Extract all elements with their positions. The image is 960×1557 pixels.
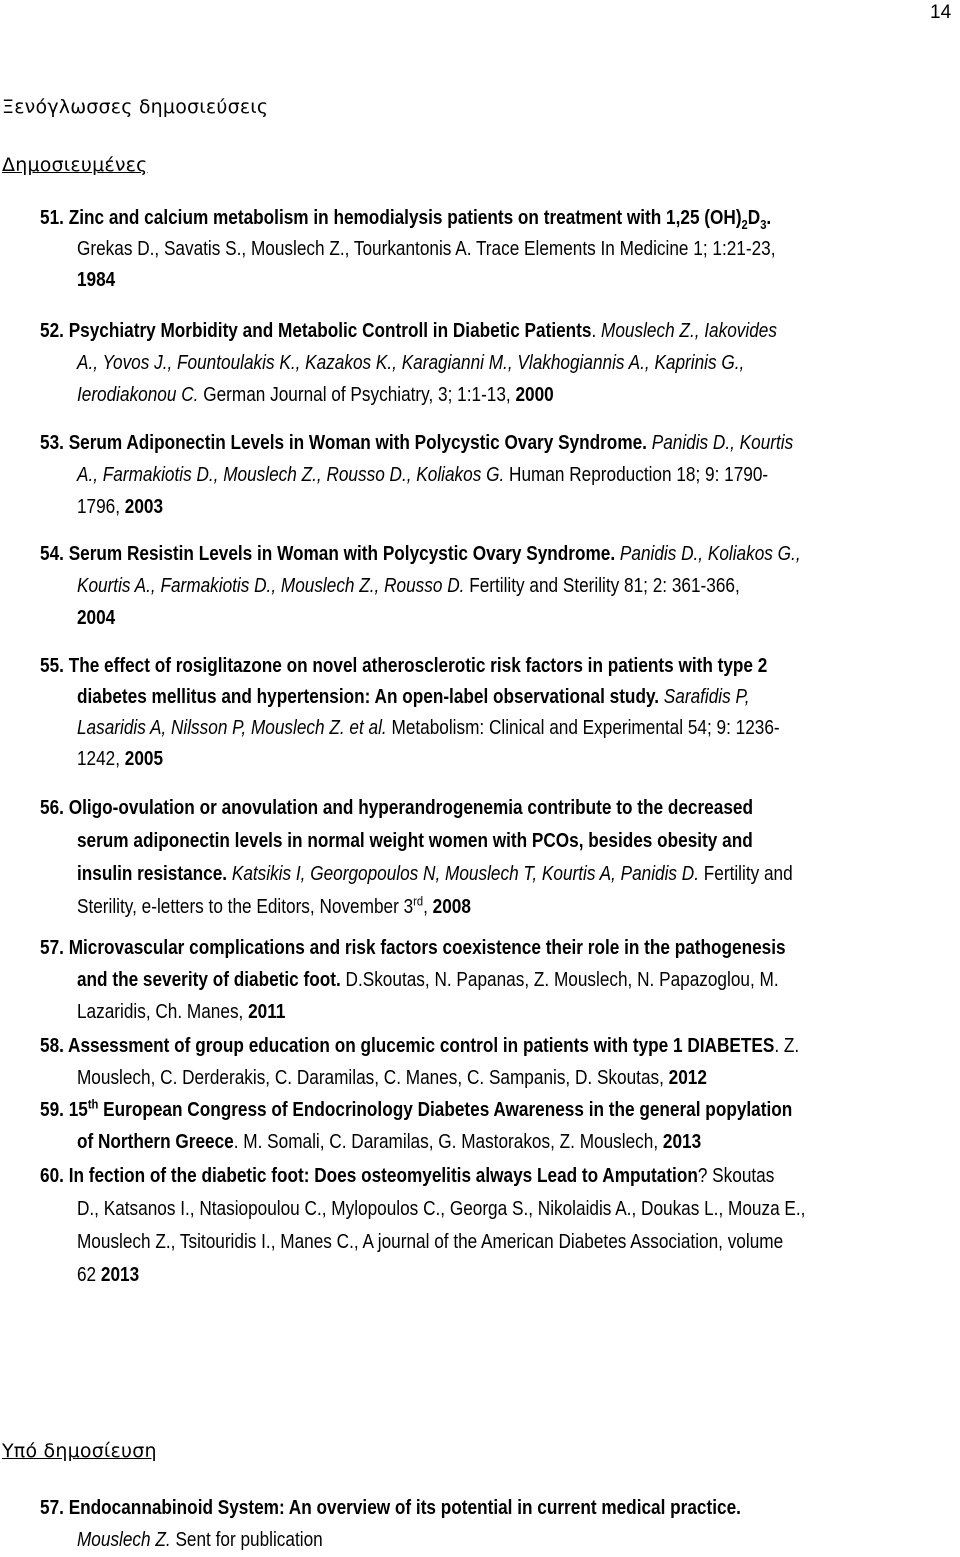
publication-line (40, 570, 740, 602)
publication-text: Sent for publication (170, 1529, 323, 1551)
publication-line (40, 650, 767, 682)
publication-text: rd (413, 893, 424, 909)
publication-text: Mouslech, C. Derderakis, C. Daramilas, C. Manes, C. Sampanis, D. Skoutas, (76, 1067, 669, 1089)
publication-line (40, 825, 753, 857)
publication-line (40, 1226, 783, 1258)
publication-text: Panidis D., Kourtis (646, 432, 794, 454)
publication-text: Serum Adiponectin Levels in Woman with Polycystic Ovary Syndrome. (68, 432, 647, 454)
publication-line (40, 1094, 792, 1126)
publication-line (40, 459, 768, 491)
publication-line (40, 1259, 139, 1291)
publication-text: The effect of rosiglitazone on novel atherosclerotic risk factors in patients with type 2 (68, 655, 768, 677)
publication-text: Serum Resistin Levels in Woman with Polycystic Ovary Syndrome. (68, 543, 616, 565)
publication-line (40, 264, 115, 296)
publication-text: A., Yovos J., Fountoulakis K., Kazakos K., Karagianni M., Vlakhogiannis A., Kaprinis G., (76, 352, 745, 374)
publication-line (40, 1492, 741, 1524)
publication-text: . M. Somali, C. Daramilas, G. Mastorakos, Z. Mouslech, (233, 1131, 663, 1153)
publication-text: German Journal of Psychiatry, 3; 1:1-13, (198, 384, 516, 406)
publication-line (40, 315, 777, 347)
publication-text: , (423, 896, 433, 918)
publication-text: insulin resistance. (76, 863, 228, 885)
publication-number: 53. (40, 432, 69, 454)
publication-line (40, 602, 115, 634)
publication-line (40, 233, 776, 265)
publication-text: . (766, 207, 772, 229)
publication-text: 15 (68, 1099, 88, 1121)
publication-text: Sterility, e-letters to the Editors, November 3 (76, 896, 414, 918)
publication-line (40, 491, 163, 523)
publication-text: Metabolism: Clinical and Experimental 54; 9: 1236- (386, 717, 780, 739)
publication-text: diabetes mellitus and hypertension: An open-label observational study. (76, 686, 660, 708)
section-heading-under-publication: Υπό δημοσίευση (2, 1440, 157, 1462)
publication-number: 55. (40, 655, 69, 677)
publication-text: 2011 (248, 1001, 286, 1023)
publication-line (40, 932, 786, 964)
publication-text: 1242, (76, 748, 125, 770)
publication-text: 2003 (124, 496, 164, 518)
publication-line (40, 1524, 323, 1556)
publication-text: Fertility and Sterility 81; 2: 361-366, (464, 575, 740, 597)
publication-text: Lazaridis, Ch. Manes, (76, 1001, 249, 1023)
publication-text: 2013 (662, 1131, 702, 1153)
publication-number: 60. (40, 1165, 69, 1187)
publication-line (40, 379, 554, 411)
publication-text: 3 (760, 217, 767, 232)
page-number: 14 (930, 2, 952, 23)
publication-text: Katsikis I, Georgopoulos N, Mouslech T, Kourtis A, Panidis D. (227, 863, 700, 885)
publication-text: 1984 (76, 269, 116, 291)
publication-line (40, 681, 750, 713)
publication-line (40, 538, 801, 570)
publication-text: Mouslech Z., Iakovides (601, 320, 777, 342)
publication-text: D., Katsanos I., Ntasiopoulou C., Mylopoulos C., Georga S., Nikolaidis A., Doukas L., Mouza E., (76, 1198, 806, 1220)
publication-text: Ierodiakonou C. (76, 384, 199, 406)
publication-text: Mouslech Z., Tsitouridis I., Manes C., A journal of the American Diabetes Association, volume (76, 1231, 784, 1253)
publication-number: 52. (40, 320, 69, 342)
publication-line (40, 712, 780, 744)
publication-text: 1796, (76, 496, 125, 518)
publication-text: of Northern Greece (76, 1131, 234, 1153)
publication-line (40, 1193, 805, 1225)
publication-line (40, 427, 793, 459)
publication-line (40, 996, 285, 1028)
publication-text: 2 (741, 217, 748, 232)
publication-text: th (87, 1096, 99, 1112)
publication-text: ? Skoutas (697, 1165, 775, 1187)
publication-text: 2008 (432, 896, 471, 918)
publication-line (40, 202, 771, 234)
publication-text: Zinc and calcium metabolism in hemodialysis patients on treatment with 1,25 (OH) (68, 207, 742, 229)
publication-number: 54. (40, 543, 69, 565)
publication-number: 57. (40, 1497, 69, 1519)
publication-text: Psychiatry Morbidity and Metabolic Controll in Diabetic Patients (68, 320, 592, 342)
publication-number: 57. (40, 937, 69, 959)
publication-text: 2000 (515, 384, 554, 406)
publication-number: 59. (40, 1099, 69, 1121)
publication-number: 56. (40, 797, 69, 819)
publication-text: Fertility and (699, 863, 793, 885)
publication-line (40, 891, 471, 923)
publication-line (40, 1062, 707, 1094)
publication-line (40, 1160, 774, 1192)
publication-text: Microvascular complications and risk factors coexistence their role in the pathogenesis (68, 937, 786, 959)
publication-text: 62 (76, 1264, 101, 1286)
section-heading-published: Δημοσιευμένες (2, 154, 148, 176)
section-heading-foreign-publications: Ξενόγλωσσες δημοσιεύσεις (2, 96, 269, 118)
publication-text: Endocannabinoid System: An overview of its potential in current medical practice. (68, 1497, 741, 1519)
publication-line (40, 743, 163, 775)
publication-line (40, 792, 753, 824)
publication-text: 2013 (100, 1264, 140, 1286)
publication-text: Assessment of group education on glucemic control in patients with type 1 DIABETES (68, 1035, 775, 1057)
publication-text: Mouslech Z. (76, 1529, 171, 1551)
publication-text: A., Farmakiotis D., Mouslech Z., Rousso D., Koliakos G. (76, 464, 505, 486)
publication-text: D.Skoutas, N. Papanas, Z. Mouslech, N. Papazoglou, M. (340, 969, 779, 991)
publication-text: Sarafidis P, (659, 686, 750, 708)
publication-line (40, 1126, 701, 1158)
publication-number: 58. (40, 1035, 69, 1057)
publication-text: Kourtis A., Farmakiotis D., Mouslech Z., Rousso D. (76, 575, 465, 597)
publication-text: Lasaridis A, Nilsson P, Mouslech Z. et al. (76, 717, 387, 739)
publication-text: Human Reproduction 18; 9: 1790- (504, 464, 769, 486)
publication-text: European Congress of Endocrinology Diabetes Awareness in the general popylation (98, 1099, 793, 1121)
publication-text: D (747, 207, 761, 229)
publication-text: . Z. (774, 1035, 800, 1057)
publication-text: and the severity of diabetic foot. (76, 969, 341, 991)
publication-line (40, 964, 779, 996)
publication-text: serum adiponectin levels in normal weight women with PCOs, besides obesity and (76, 830, 753, 852)
publication-line (40, 858, 793, 890)
publication-text: Panidis D., Koliakos G., (615, 543, 801, 565)
publication-number: 51. (40, 207, 69, 229)
publication-text: . (591, 320, 602, 342)
publication-text: Grekas D., Savatis S., Mouslech Z., Tourkantonis A. Trace Elements In Medicine 1; 1:21-23, (76, 238, 776, 260)
publication-text: 2004 (76, 607, 116, 629)
publication-text: 2012 (668, 1067, 707, 1089)
publication-text: 2005 (124, 748, 164, 770)
publication-text: Oligo-ovulation or anovulation and hyperandrogenemia contribute to the decreased (68, 797, 753, 819)
publication-text: In fection of the diabetic foot: Does osteomyelitis always Lead to Amputation (68, 1165, 698, 1187)
publication-line (40, 347, 744, 379)
publication-line (40, 1030, 799, 1062)
